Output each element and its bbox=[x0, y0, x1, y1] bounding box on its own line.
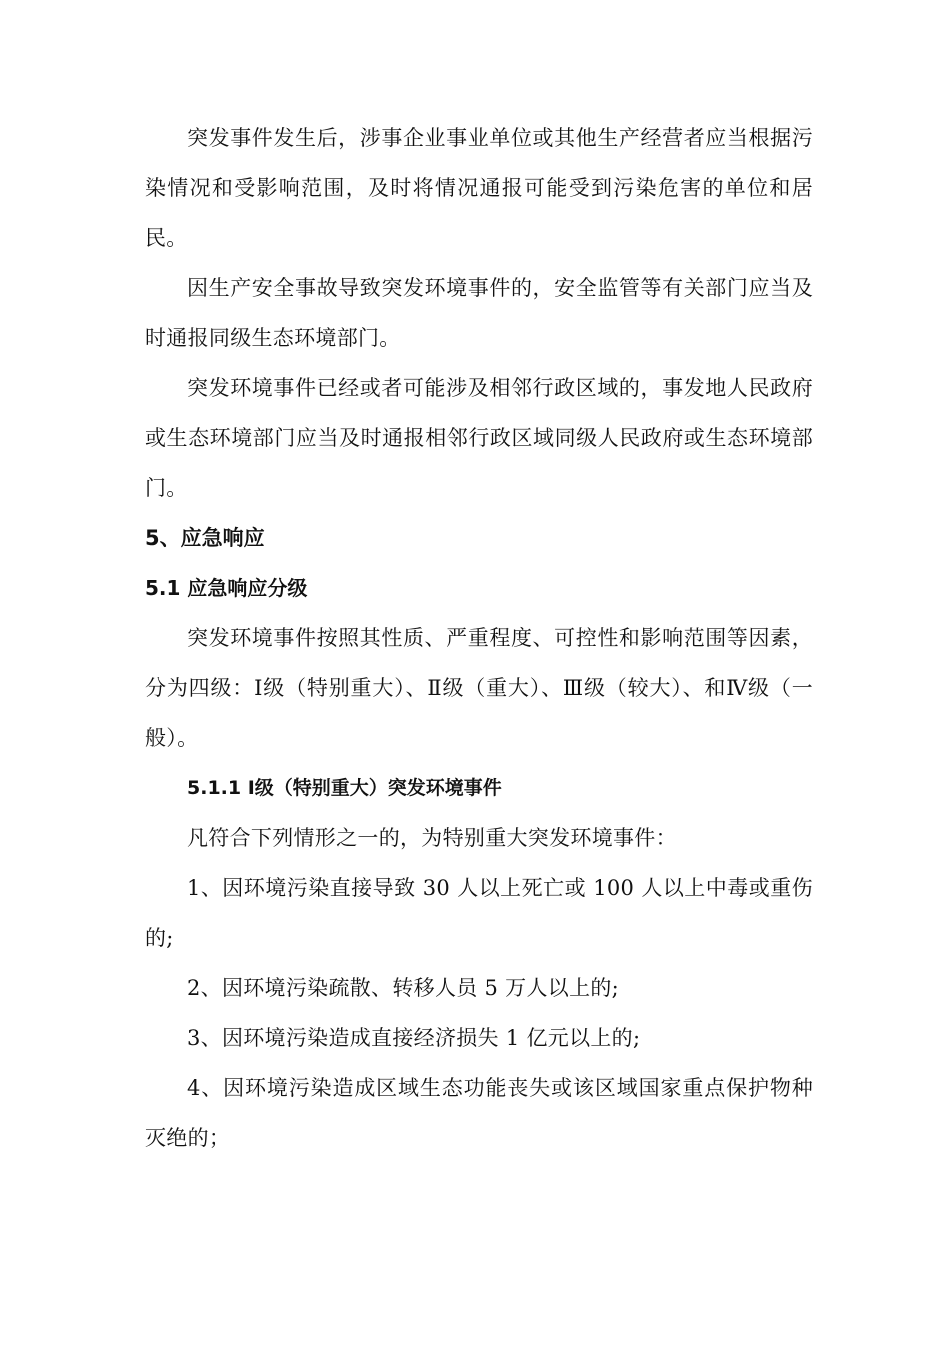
paragraph-adjacent-regions: 突发环境事件已经或者可能涉及相邻行政区域的，事发地人民政府或生态环境部门应当及时通报相邻行政区域同级人民政府或生态环境部门。 bbox=[145, 376, 813, 500]
paragraph-safety-accident: 因生产安全事故导致突发环境事件的，安全监管等有关部门应当及时通报同级生态环境部门。 bbox=[145, 276, 813, 350]
paragraph-criteria-intro: 凡符合下列情形之一的，为特别重大突发环境事件： bbox=[187, 826, 677, 850]
document-body bbox=[145, 113, 813, 1163]
list-item: 2、因环境污染疏散、转移人员 5 万人以上的; bbox=[187, 976, 620, 1000]
list-item: 4、因环境污染造成区域生态功能丧失或该区域国家重点保护物种灭绝的； bbox=[145, 1076, 813, 1150]
list-item: 1、因环境污染直接导致 30 人以上死亡或 100 人以上中毒或重伤的; bbox=[145, 876, 813, 950]
section-heading: 5、应急响应 bbox=[145, 526, 265, 550]
subsubsection-heading: 5.1.1 Ⅰ级（特别重大）突发环境事件 bbox=[187, 777, 502, 799]
subsection-heading: 5.1 应急响应分级 bbox=[145, 576, 308, 600]
paragraph-classification: 突发环境事件按照其性质、严重程度、可控性和影响范围等因素，分为四级：Ⅰ级（特别重大）、Ⅱ级（重大）、Ⅲ级（较大）、和Ⅳ级（一般）。 bbox=[145, 626, 813, 750]
list-item: 3、因环境污染造成直接经济损失 1 亿元以上的; bbox=[187, 1026, 641, 1050]
paragraph-notify-units: 突发事件发生后，涉事企业事业单位或其他生产经营者应当根据污染情况和受影响范围，及时将情况通报可能受到污染危害的单位和居民。 bbox=[145, 126, 813, 250]
